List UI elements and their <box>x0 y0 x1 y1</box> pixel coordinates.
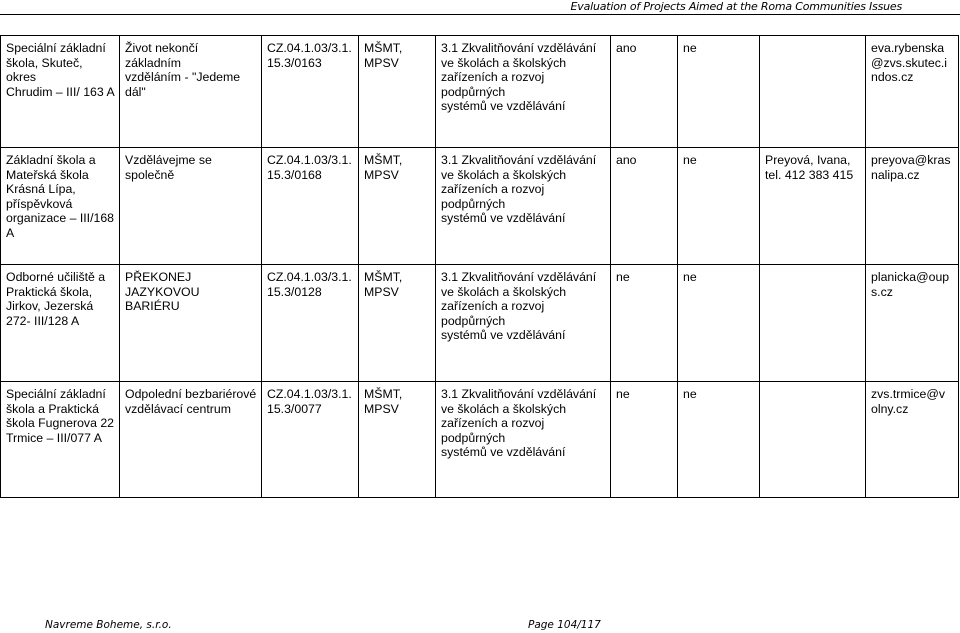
yes-no-cell-b: ne <box>678 382 760 498</box>
email-cell: preyova@kras nalipa.cz <box>866 148 959 265</box>
contact-cell <box>760 382 866 498</box>
applicant-cell: Odborné učiliště a Praktická škola, Jirkov, Jezerská 272- III/128 A <box>1 265 120 382</box>
ministry-cell: MŠMT, MPSV <box>359 36 436 148</box>
contact-cell <box>760 36 866 148</box>
projects-table <box>0 35 959 498</box>
project-name-cell: Život nekončí základním vzděláním - "Jedeme dál" <box>120 36 262 148</box>
yes-no-cell-b: ne <box>678 265 760 382</box>
table-row <box>1 148 959 265</box>
yes-no-cell-a: ano <box>611 36 678 148</box>
email-cell: zvs.trmice@v olny.cz <box>866 382 959 498</box>
document-header-title: Evaluation of Projects Aimed at the Roma Communities Issues <box>570 0 902 13</box>
project-code-cell: CZ.04.1.03/3.1. 15.3/0163 <box>262 36 359 148</box>
measure-cell: 3.1 Zkvalitňování vzdělávání ve školách a školských zařízeních a rozvoj podpůrných systémů ve vzdělávání <box>436 36 611 148</box>
ministry-cell: MŠMT, MPSV <box>359 265 436 382</box>
ministry-cell: MŠMT, MPSV <box>359 382 436 498</box>
email-cell: eva.rybenska @zvs.skutec.i ndos.cz <box>866 36 959 148</box>
ministry-cell: MŠMT, MPSV <box>359 148 436 265</box>
project-code-cell: CZ.04.1.03/3.1. 15.3/0077 <box>262 382 359 498</box>
yes-no-cell-b: ne <box>678 36 760 148</box>
yes-no-cell-a: ne <box>611 382 678 498</box>
applicant-cell: Speciální základní škola, Skuteč, okres Chrudim – III/ 163 A <box>1 36 120 148</box>
email-cell: planicka@oup s.cz <box>866 265 959 382</box>
table-row <box>1 36 959 148</box>
applicant-cell: Speciální základní škola a Praktická škola Fugnerova 22 Trmice – III/077 A <box>1 382 120 498</box>
table-row <box>1 265 959 382</box>
project-code-cell: CZ.04.1.03/3.1. 15.3/0128 <box>262 265 359 382</box>
measure-cell: 3.1 Zkvalitňování vzdělávání ve školách a školských zařízeních a rozvoj podpůrných systémů ve vzdělávání <box>436 382 611 498</box>
measure-cell: 3.1 Zkvalitňování vzdělávání ve školách a školských zařízeních a rozvoj podpůrných systémů ve vzdělávání <box>436 265 611 382</box>
table-row <box>1 382 959 498</box>
footer-page-number: Page 104/117 <box>528 619 601 631</box>
footer-company: Navreme Boheme, s.r.o. <box>45 619 172 631</box>
project-name-cell: Odpolední bezbariérové vzdělávací centrum <box>120 382 262 498</box>
contact-cell <box>760 265 866 382</box>
applicant-cell: Základní škola a Mateřská škola Krásná Lípa, příspěvková organizace – III/168 A <box>1 148 120 265</box>
measure-cell: 3.1 Zkvalitňování vzdělávání ve školách a školských zařízeních a rozvoj podpůrných systémů ve vzdělávání <box>436 148 611 265</box>
yes-no-cell-a: ne <box>611 265 678 382</box>
project-name-cell: Vzdělávejme se společně <box>120 148 262 265</box>
yes-no-cell-a: ano <box>611 148 678 265</box>
project-name-cell: PŘEKONEJ JAZYKOVOU BARIÉRU <box>120 265 262 382</box>
contact-cell: Preyová, Ivana, tel. 412 383 415 <box>760 148 866 265</box>
header-rule <box>0 14 960 15</box>
project-code-cell: CZ.04.1.03/3.1. 15.3/0168 <box>262 148 359 265</box>
yes-no-cell-b: ne <box>678 148 760 265</box>
